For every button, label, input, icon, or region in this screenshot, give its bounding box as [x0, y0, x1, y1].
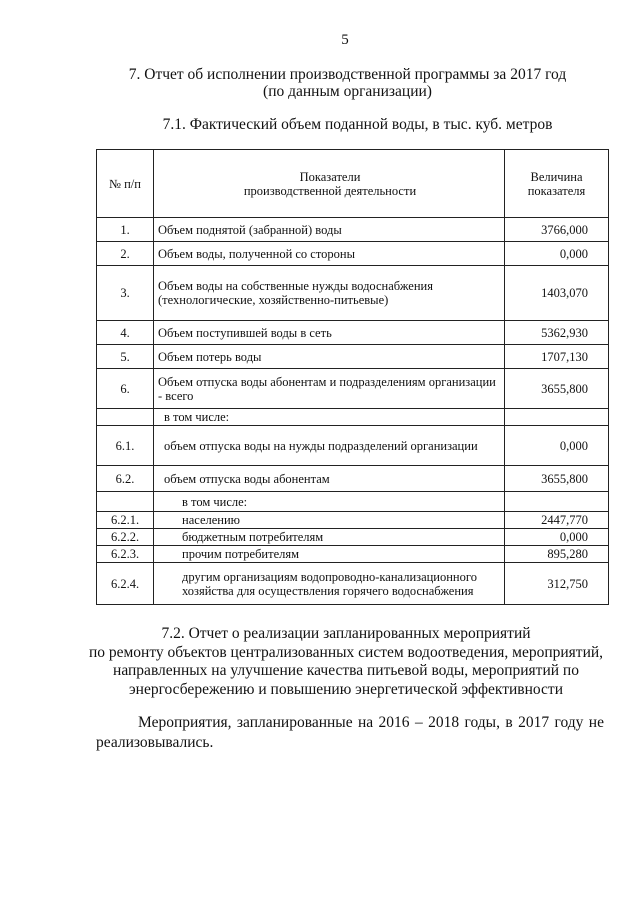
row-name: Объем воды на собственные нужды водоснабжения (технологические, хозяйственно-питьевые)	[154, 266, 505, 321]
section2-line2: по ремонту объектов централизованных систем водоотведения, мероприятий,	[88, 643, 604, 661]
row-name: в том числе:	[154, 492, 505, 512]
row-num	[97, 409, 154, 426]
row-name: населению	[154, 512, 505, 529]
section2-line3: направленных на улучшение качества питьевой воды, мероприятий по	[113, 662, 579, 679]
row-num: 6.1.	[97, 426, 154, 466]
table-row	[97, 546, 609, 563]
row-num: 6.2.	[97, 466, 154, 492]
table-row	[97, 321, 609, 345]
row-value: 3655,800	[505, 369, 609, 409]
section2-title	[86, 625, 606, 699]
table-row	[97, 492, 609, 512]
row-num: 6.2.4.	[97, 563, 154, 605]
row-value: 312,750	[505, 563, 609, 605]
header-value-line1: Величина	[530, 169, 583, 184]
header-name-line1: Показатели	[299, 169, 361, 184]
table-row	[97, 242, 609, 266]
water-volume-table	[96, 149, 609, 605]
row-value: 1403,070	[505, 266, 609, 321]
header-name	[154, 150, 505, 218]
table-row	[97, 426, 609, 466]
row-num: 6.2.1.	[97, 512, 154, 529]
paragraph: Мероприятия, запланированные на 2016 – 2018 годы, в 2017 году не реализовывались.	[96, 714, 604, 751]
row-num: 2.	[97, 242, 154, 266]
subsection-title: 7.1. Фактический объем поданной воды, в тыс. куб. метров	[162, 116, 553, 133]
row-name: Объем поступившей воды в сеть	[154, 321, 505, 345]
table-row	[97, 218, 609, 242]
row-value: 3655,800	[505, 466, 609, 492]
table-row	[97, 512, 609, 529]
table-row	[97, 369, 609, 409]
row-value: 2447,770	[505, 512, 609, 529]
header-value-line2: показателя	[527, 183, 586, 198]
table-header-row	[97, 150, 609, 218]
row-value	[505, 492, 609, 512]
row-name: другим организациям водопроводно-канализационного хозяйства для осуществления горячего водоснабжения	[154, 563, 505, 605]
row-name: бюджетным потребителям	[154, 529, 505, 546]
section-title-line2: (по данным организации)	[263, 83, 432, 100]
section-title	[120, 66, 575, 100]
header-value	[505, 150, 609, 218]
row-value: 3766,000	[505, 218, 609, 242]
row-name: прочим потребителям	[154, 546, 505, 563]
row-num: 6.	[97, 369, 154, 409]
header-num: № п/п	[97, 150, 154, 218]
page-number: 5	[341, 32, 349, 48]
row-value: 0,000	[505, 426, 609, 466]
row-num: 1.	[97, 218, 154, 242]
row-num: 4.	[97, 321, 154, 345]
row-value: 0,000	[505, 529, 609, 546]
section-title-line1: 7. Отчет об исполнении производственной программы за 2017 год	[128, 66, 567, 83]
row-num	[97, 492, 154, 512]
header-name-line2: производственной деятельности	[243, 183, 417, 198]
table-row	[97, 466, 609, 492]
row-num: 5.	[97, 345, 154, 369]
row-name: объем отпуска воды абонентам	[154, 466, 505, 492]
row-value: 0,000	[505, 242, 609, 266]
section2-line4: энергосбережению и повышению энергетической эффективности	[129, 680, 563, 698]
row-num: 3.	[97, 266, 154, 321]
row-num: 6.2.3.	[97, 546, 154, 563]
row-name: объем отпуска воды на нужды подразделений организации	[154, 426, 505, 466]
table-row	[97, 409, 609, 426]
row-name: в том числе:	[154, 409, 505, 426]
table-row	[97, 345, 609, 369]
row-num: 6.2.2.	[97, 529, 154, 546]
row-value: 5362,930	[505, 321, 609, 345]
row-value: 1707,130	[505, 345, 609, 369]
row-value: 895,280	[505, 546, 609, 563]
table-row	[97, 529, 609, 546]
row-name: Объем отпуска воды абонентам и подразделениям организации - всего	[154, 369, 505, 409]
row-name: Объем поднятой (забранной) воды	[154, 218, 505, 242]
table-row	[97, 266, 609, 321]
row-name: Объем воды, полученной со стороны	[154, 242, 505, 266]
table-row	[97, 563, 609, 605]
section2-line1: 7.2. Отчет о реализации запланированных мероприятий	[161, 625, 531, 642]
row-value	[505, 409, 609, 426]
row-name: Объем потерь воды	[154, 345, 505, 369]
